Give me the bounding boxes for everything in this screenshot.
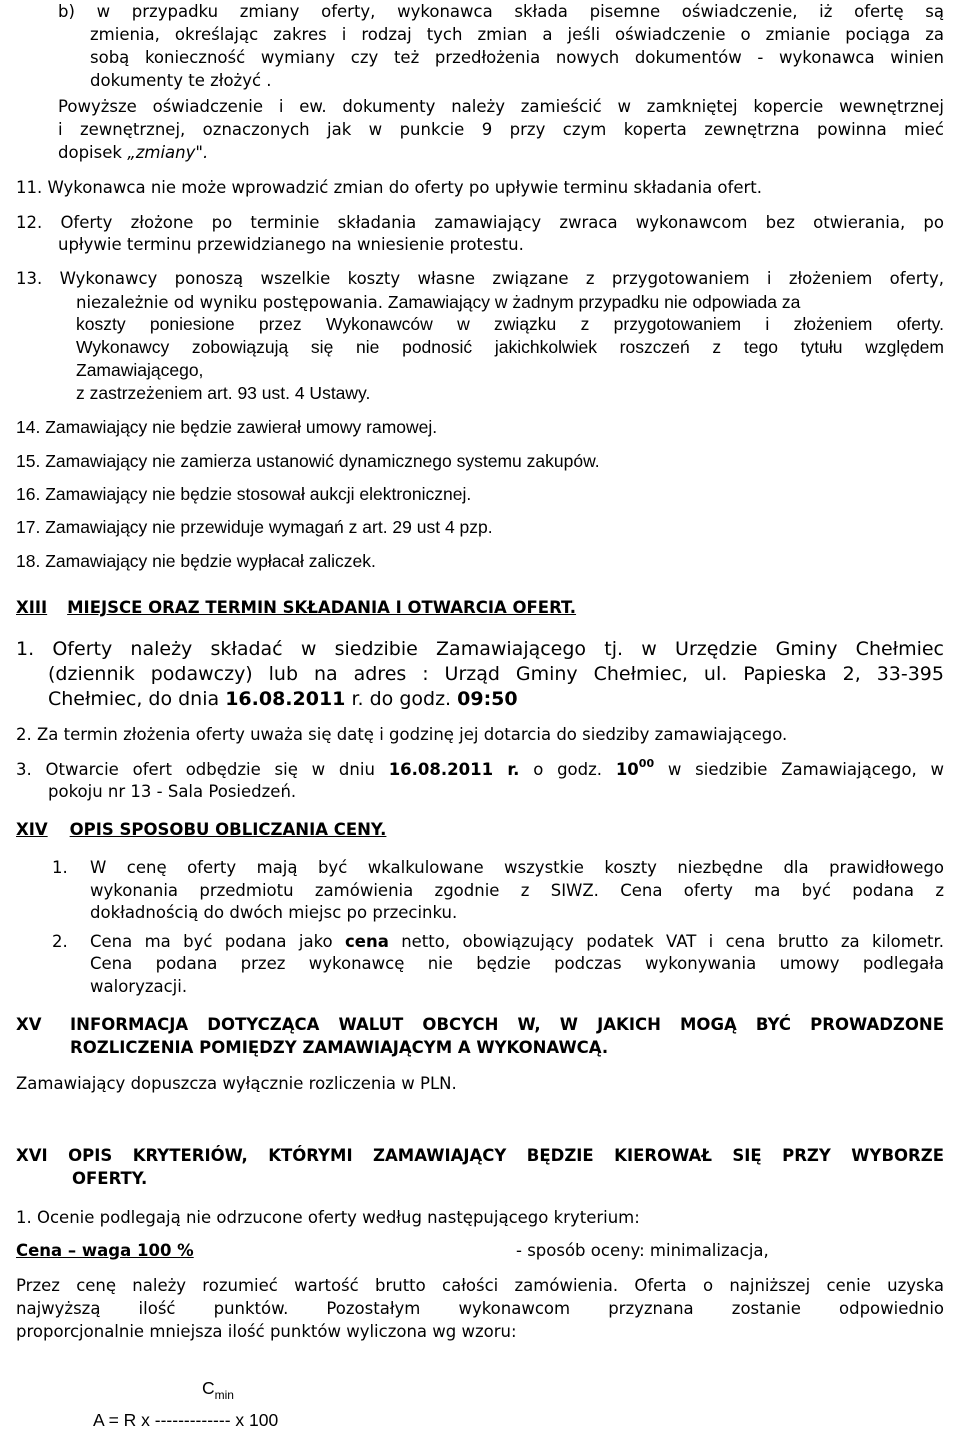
xvi-p2-line-3: proporcjonalnie mniejsza ilość punktów wyliczona wg wzoru: (16, 1322, 517, 1341)
item-13-line-1: 13. Wykonawcy ponoszą wszelkie koszty własne związane z przygotowaniem i złożeniem oferty, (16, 269, 944, 288)
item-14: 14. Zamawiający nie będzie zawierał umowy ramowej. (16, 417, 438, 437)
item-12-line-1: 12. Oferty złożone po terminie składania zamawiający zwraca wykonawcom bez otwierania, po (16, 213, 944, 232)
xvi-p2-line-1: Przez cenę należy rozumieć wartość brutto całości zamówienia. Oferta o najniższej cenie uzyska (16, 1276, 944, 1295)
sec-b-line-1: b) w przypadku zmiany oferty, wykonawca składa pisemne oświadczenie, iż ofertę są (58, 2, 944, 21)
declaration-line-2: i zewnętrznej, oznaczonych jak w punkcie 9 przy czym koperta zewnętrzna powinna mieć (58, 120, 944, 139)
xiv-p2-line-1: Cena ma być podana jako cena netto, obowiązujący podatek VAT i cena brutto za kilometr. (90, 932, 944, 951)
xiv-p1-line-3: dokładnością do dwóch miejsc po przecinku. (90, 903, 458, 922)
xvi-p1: 1. Ocenie podlegają nie odrzucone oferty według następującego kryterium: (16, 1208, 640, 1227)
xiii-p1-line-2: (dziennik podawczy) lub na adres : Urząd Gminy Chełmiec, ul. Papieska 2, 33-395 (48, 663, 944, 685)
formula-numerator: $C_{min}$ (202, 1378, 234, 1402)
item-17: 17. Zamawiający nie przewiduje wymagań z art. 29 ust 4 pzp. (16, 517, 493, 537)
xiii-p2: 2. Za termin złożenia oferty uważa się datę i godzinę jej dotarcia do siedziby zamawiającego. (16, 725, 788, 744)
item-11: 11. Wykonawca nie może wprowadzić zmian do oferty po upływie terminu składania ofert. (16, 178, 762, 197)
section-xvi-heading-line-1: XVI OPIS KRYTERIÓW, KTÓRYMI ZAMAWIAJĄCY BĘDZIE KIEROWAŁ SIĘ PRZY WYBORZE (16, 1146, 944, 1165)
xiv-p1-line-2: wykonania przedmiotu zamówienia zgodnie z SIWZ. Cena oferty ma być podana z (90, 881, 944, 900)
sec-b-line-3: sobą konieczność wymiany czy też przedłożenia nowych dokumentów - wykonawca winien (90, 48, 944, 67)
section-xv-heading-line-2: ROZLICZENIA POMIĘDZY ZAMAWIAJĄCYM A WYKONAWCĄ. (70, 1038, 609, 1057)
criterion-method: - sposób oceny: minimalizacja, (516, 1241, 769, 1260)
xiii-p3-line-2: pokoju nr 13 - Sala Posiedzeń. (48, 782, 297, 801)
criterion-label: Cena – waga 100 % (16, 1241, 194, 1260)
item-13-line-2: niezależnie od wyniku postępowania. Zamawiający w żadnym przypadku nie odpowiada za (76, 292, 801, 312)
xiii-p1-line-3: Chełmiec, do dnia 16.08.2011 r. do godz. 09:50 (48, 688, 518, 710)
xiv-p2-line-2: Cena podana przez wykonawcę nie będzie podczas wykonywania umowy podlegała (90, 954, 944, 973)
item-13-line-5: Zamawiającego, (76, 360, 204, 380)
declaration-line-1: Powyższe oświadczenie i ew. dokumenty należy zamieścić w zamkniętej kopercie wewnętrznej (58, 97, 944, 116)
item-12-line-2: upływie terminu przewidzianego na wniesienie protestu. (58, 235, 524, 254)
xiii-p3-line-1: 3. Otwarcie ofert odbędzie się w dniu 16.08.2011 r. o godz. $10^{00}$ w siedzibie Zamawiającego, w (16, 757, 945, 779)
xvi-p2-line-2: najwyższą ilość punktów. Pozostałym wykonawcom przyznana zostanie odpowiednio (16, 1299, 944, 1318)
item-13-line-3: koszty poniesione przez Wykonawców w związku z przygotowaniem i złożeniem oferty. (76, 314, 944, 334)
item-15: 15. Zamawiający nie zamierza ustanowić dynamicznego systemu zakupów. (16, 451, 600, 471)
item-18: 18. Zamawiający nie będzie wypłacał zaliczek. (16, 551, 376, 571)
xiv-p1-line-1: W cenę oferty mają być wkalkulowane wszystkie koszty niezbędne dla prawidłowego (90, 858, 944, 877)
sec-b-line-4: dokumenty te złożyć . (90, 71, 272, 90)
declaration-line-3: dopisek „zmiany". (58, 143, 209, 162)
item-13-line-4: Wykonawcy zobowiązują się nie podnosić jakichkolwiek roszczeń z tego tytułu względem (76, 337, 944, 357)
section-xv-number: XV (16, 1015, 42, 1034)
xiii-p1-line-1: 1. Oferty należy składać w siedzibie Zamawiającego tj. w Urzędzie Gminy Chełmiec (16, 638, 944, 660)
xv-p1: Zamawiający dopuszcza wyłącznie rozliczenia w PLN. (16, 1074, 457, 1093)
item-16: 16. Zamawiający nie będzie stosował aukcji elektronicznej. (16, 484, 472, 504)
xiv-p2-number: 2. (52, 932, 68, 951)
section-xvi-heading-line-2: OFERTY. (72, 1169, 148, 1188)
sec-b-line-2: zmienia, określając zakres i rodzaj tych zmian a jeśli oświadczenie o zmianie pociąga za (90, 25, 944, 44)
xiv-p1-number: 1. (52, 858, 68, 877)
section-xv-heading-line-1: INFORMACJA DOTYCZĄCA WALUT OBCYCH W, W JAKICH MOGĄ BYĆ PROWADZONE (70, 1015, 944, 1034)
item-13-line-6: z zastrzeżeniem art. 93 ust. 4 Ustawy. (76, 383, 371, 403)
formula-line: A = R x ------------- x 100 (93, 1410, 279, 1430)
section-xiv-heading: XIV OPIS SPOSOBU OBLICZANIA CENY. (16, 820, 387, 839)
xiv-p2-line-3: waloryzacji. (90, 977, 188, 996)
section-xiii-heading: XIII MIEJSCE ORAZ TERMIN SKŁADANIA I OTWARCIA OFERT. (16, 598, 577, 617)
